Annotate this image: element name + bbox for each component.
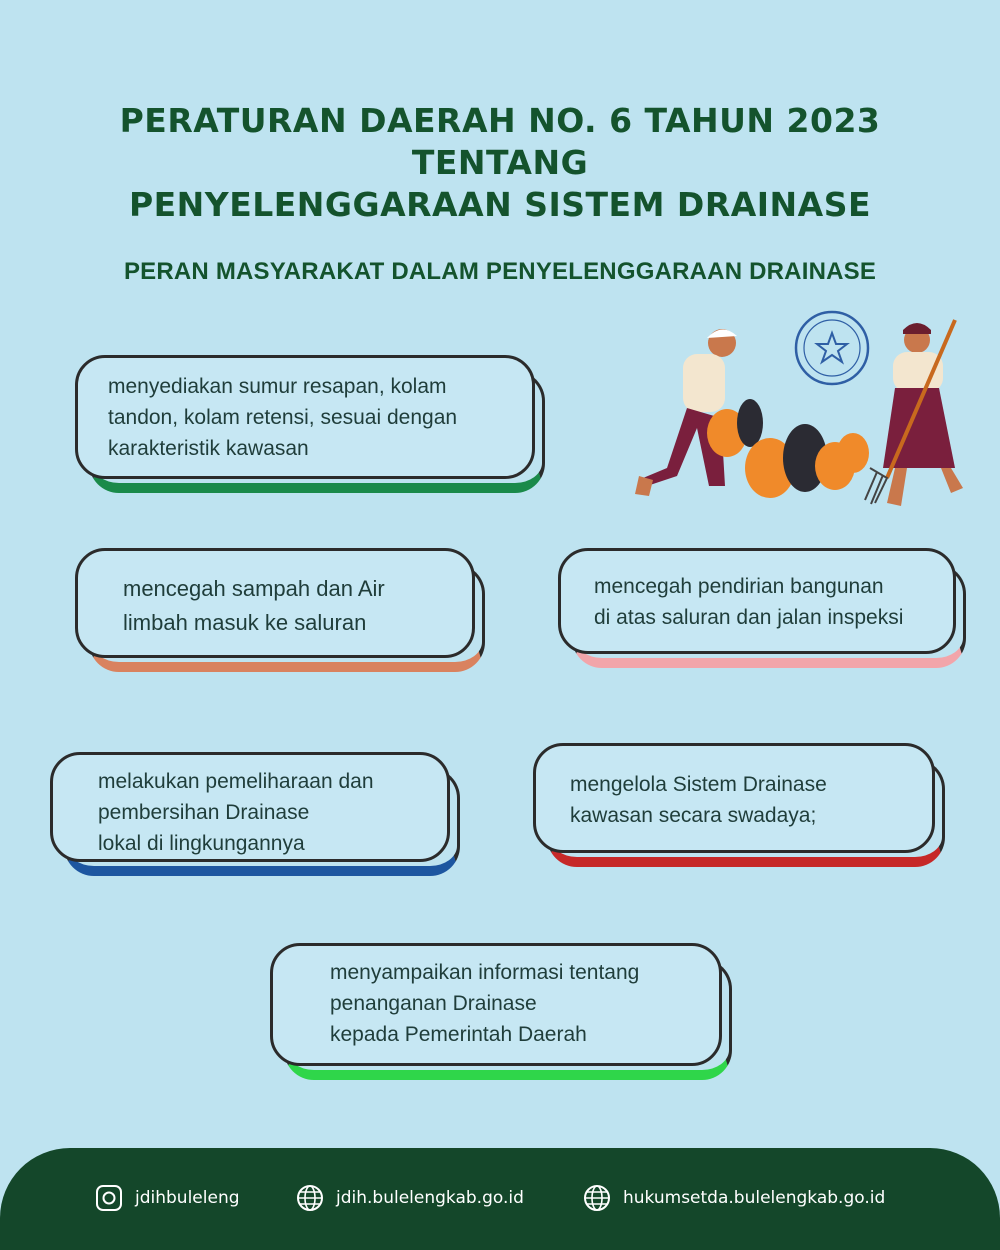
trash-bags-icon (745, 424, 869, 498)
website-link-jdih[interactable] (296, 1184, 524, 1212)
globe-icon (296, 1184, 324, 1212)
title-line-1: PERATURAN DAERAH NO. 6 TAHUN 2023 (119, 101, 881, 140)
card-text: mencegah sampah dan Air limbah masuk ke saluran (123, 576, 385, 635)
card-text: mengelola Sistem Drainase kawasan secara swadaya; (570, 773, 827, 827)
instagram-icon (95, 1184, 123, 1212)
cleaning-people-illustration (625, 308, 980, 523)
woman-with-rake-icon (865, 320, 963, 506)
card-informasi (270, 943, 722, 1066)
card-cegah-bangunan (558, 548, 956, 654)
footer (0, 1148, 1000, 1250)
website-url-2: hukumsetda.bulelengkab.go.id (623, 1188, 886, 1208)
website-url-1: jdih.bulelengkab.go.id (336, 1188, 524, 1208)
card-text: menyampaikan informasi tentang penanganan Drainase kepada Pemerintah Daerah (330, 961, 640, 1046)
man-carrying-bags-icon (635, 329, 763, 496)
instagram-link[interactable] (95, 1184, 240, 1212)
page-title (0, 100, 1000, 226)
card-cegah-sampah (75, 548, 475, 658)
card-pemeliharaan (50, 752, 450, 862)
title-line-2: TENTANG (411, 143, 589, 182)
card-sumur-resapan (75, 355, 535, 479)
stamp-badge-icon (796, 312, 868, 384)
card-text: menyediakan sumur resapan, kolam tandon, kolam retensi, sesuai dengan karakteristik kawasan (108, 375, 458, 460)
card-swadaya (533, 743, 935, 853)
card-text: mencegah pendirian bangunan di atas saluran dan jalan inspeksi (594, 575, 904, 629)
page-subtitle: PERAN MASYARAKAT DALAM PENYELENGGARAAN DRAINASE (123, 258, 877, 285)
card-text: melakukan pemeliharaan dan pembersihan Drainase lokal di lingkungannya (98, 770, 374, 855)
title-line-3: PENYELENGGARAAN SISTEM DRAINASE (128, 185, 872, 224)
globe-icon (583, 1184, 611, 1212)
instagram-handle: jdihbuleleng (135, 1188, 240, 1208)
website-link-hukumsetda[interactable] (583, 1184, 885, 1212)
